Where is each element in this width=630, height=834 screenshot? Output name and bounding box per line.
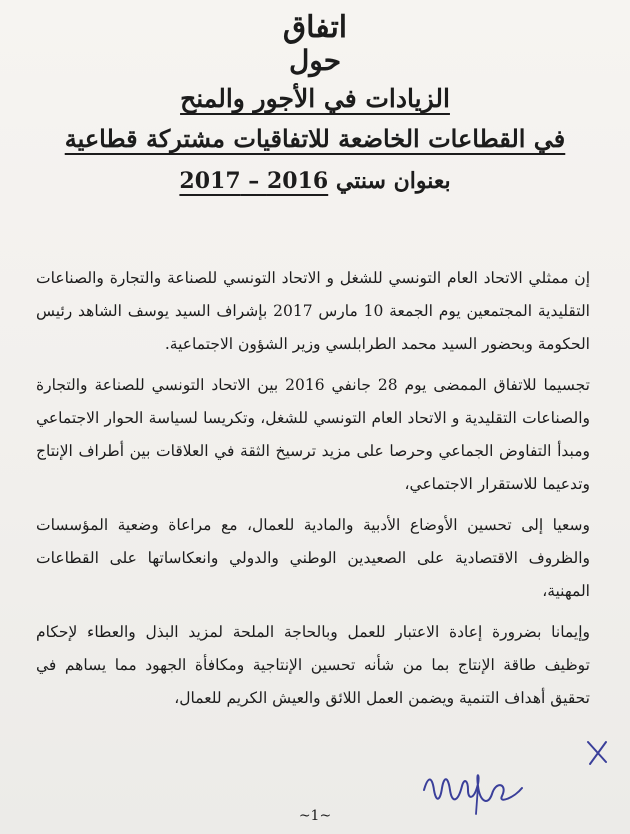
paragraph-conditions: وسعيا إلى تحسين الأوضاع الأدبية والمادية للعمال، مع مراعاة وضعية المؤسسات والظروف الاقتصادية على الصعيدين الوطني والدولي وانعكاساتها على القطاعات المهنية، [36,516,590,600]
paragraph-work-value: وإيمانا بضرورة إعادة الاعتبار للعمل وبالحاجة الملحة لمزيد البذل والعطاء لإحكام توظيف طاقة الإنتاج بما من شأنه تحسين الإنتاجية ومكافأة الجهود مما يساهم في تحقيق أهداف التنمية ويضمن العمل اللائق والعيش الكريم للعمال، [36,623,590,707]
title-years-range: 2016 – 2017 [179,168,329,194]
title-sectors: في القطاعات الخاضعة للاتفاقيات مشتركة قطاعية [64,124,566,153]
document-body [36,262,590,715]
title-years [0,168,630,194]
title-years-prefix: بعنوان سنتي [328,168,451,194]
title-increases: الزيادات في الأجور والمنح [180,84,450,113]
paragraph-parties: إن ممثلي الاتحاد العام التونسي للشغل و الاتحاد التونسي للصناعة والتجارة والصناعات التقليدية المجتمعين يوم الجمعة 10 مارس 2017 بإشراف السيد يوسف الشاهد رئيس الحكومة وبحضور السيد محمد الطرابلسي وزير الشؤون الاجتماعية. [36,269,590,353]
title-agreement: اتفاق [282,10,348,45]
page-number: ~1~ [298,808,332,824]
initials-mark [584,738,612,766]
title-about: حول [288,44,342,77]
paragraph-implementation: تجسيما للاتفاق الممضى يوم 28 جانفي 2016 بين الاتحاد التونسي للصناعة والتجارة والصناعات التقليدية و الاتحاد العام التونسي للشغل، وتكريسا لسياسة الحوار الاجتماعي ومبدأ التفاوض الجماعي وحرصا على مزيد ترسيخ الثقة في العلاقات بين أطراف الإنتاج وتدعيما للاستقرار الاجتماعي، [36,376,590,493]
